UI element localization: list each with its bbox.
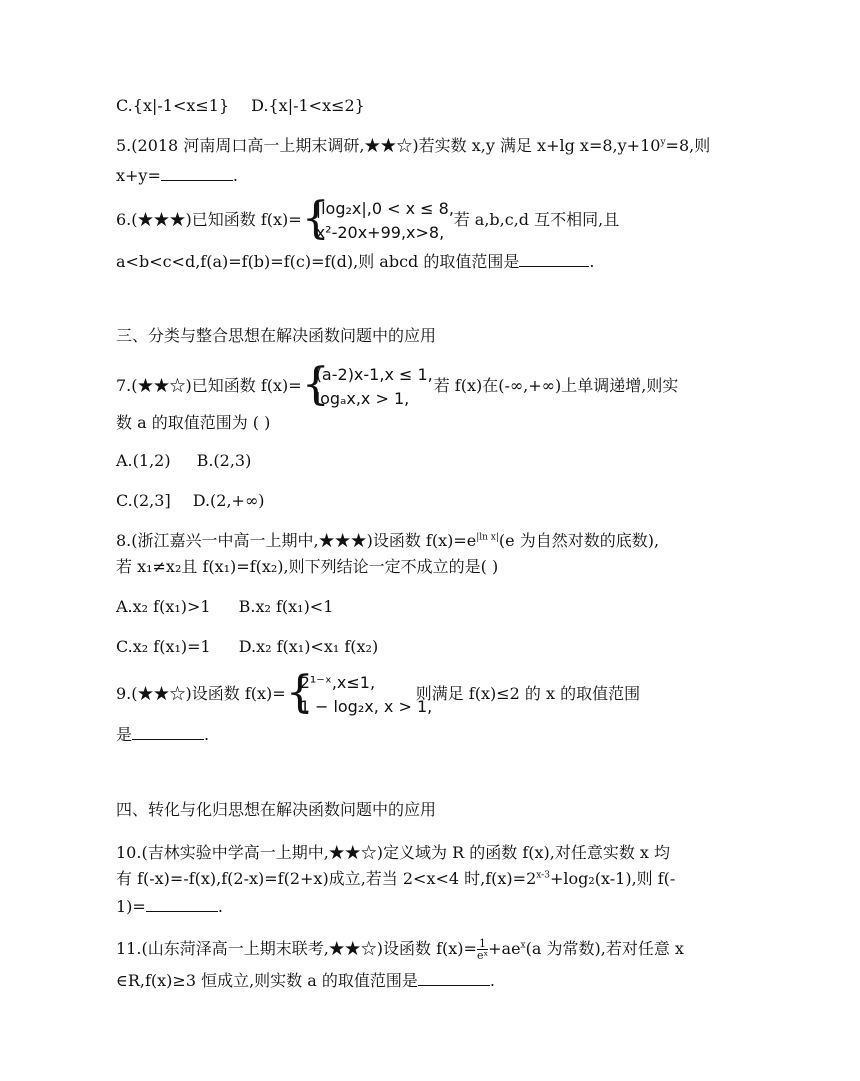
q10-line2: 有 f(-x)=-f(x),f(2-x)=f(2+x)成立,若当 2<x<4 时$,f(x)=2^{x-3}+\log_2(x-1)$,则 f(- — [116, 869, 676, 888]
section-3-heading: 三、分类与整合思想在解决函数问题中的应用 — [116, 326, 437, 345]
answer-blank[interactable] — [519, 250, 589, 267]
q6-line2: a<b<c<d,f(a)=f(b)=f(c)=f(d),则 abcd 的取值范围是 . — [116, 252, 595, 271]
q10-line3: 1)= . — [116, 897, 223, 916]
q9-line2: 是 . — [116, 725, 210, 744]
brace-icon: { — [301, 192, 330, 244]
q8-line2: 若 x₁≠x₂且 f(x₁)=f(x₂),则下列结论一定不成立的是( ) — [116, 557, 499, 576]
q8-options-cd — [116, 637, 378, 657]
q8-options-ab — [116, 597, 333, 617]
q7-option-d: D.(2,+∞) — [192, 491, 265, 510]
q4-option-c: C.{x|-1<x≤1} — [116, 96, 230, 115]
q8-line1: 8.(浙江嘉兴一中高一上期中,★★★)设函数 $f(x)=e^{|ln x|}(e$ 为自然对数的底数), — [116, 531, 660, 550]
q11-line1: 11.(山东菏泽高一上期末联考,★★☆)设函数 f(x)= $\frac{1}{\text{eˣ}}$ $+ae^x(a$ 为常数),若对任意 x — [116, 937, 684, 962]
q7-options-ab — [116, 451, 251, 471]
answer-blank[interactable] — [132, 723, 204, 740]
answer-blank[interactable] — [161, 164, 233, 181]
q8-option-c: C.x₂ f(x₁)=1 — [116, 637, 211, 656]
q8-option-a: A.x₂ f(x₁)>1 — [116, 597, 211, 616]
piecewise-function: { |log₂x|,0 < x ≤ 8, x²-20x+99,x>8, — [301, 192, 454, 244]
q5-line1: 5.(2018 河南周口高一上期末调研,★★☆)若实数 x,y 满足 x+lg $x=8,y+10^y=8$,则 — [116, 136, 711, 155]
q7-options-cd — [116, 491, 265, 511]
brace-icon: { — [285, 666, 314, 718]
section-4-heading: 四、转化与化归思想在解决函数问题中的应用 — [116, 800, 437, 819]
q7-option-b: B.(2,3) — [196, 451, 252, 470]
q10-line1: 10.(吉林实验中学高一上期中,★★☆)定义域为 R 的函数 f(x),对任意实数 x 均 — [116, 843, 671, 862]
piecewise-function: { 2¹⁻ˣ,x≤1, 1 − log₂x, x > 1, — [285, 666, 433, 718]
fraction: $\frac{1}{\text{eˣ}}$ — [476, 937, 489, 962]
q5-line2: x+y= . — [116, 166, 238, 185]
brace-icon: { — [301, 358, 330, 410]
q6-line1: 6.(★★★)已知函数 f(x)= { |log₂x|,0 < x ≤ 8, x²-20x+99,x>8, 若 a,b,c,d 互不相同,且 — [116, 192, 620, 244]
q7-line1: 7.(★★☆)已知函数 f(x)= { (a-2)x-1,x ≤ 1, logₐx,x > 1, 若 f(x)在(-∞,+∞)上单调递增,则实 — [116, 358, 679, 410]
q7-option-a: A.(1,2) — [116, 451, 171, 470]
answer-blank[interactable] — [146, 895, 218, 912]
q4-option-d: D.{x|-1<x≤2} — [251, 96, 365, 115]
q7-line2: 数 a 的取值范围为 ( ) — [116, 413, 271, 432]
answer-blank[interactable] — [418, 969, 490, 986]
piecewise-function: { (a-2)x-1,x ≤ 1, logₐx,x > 1, — [301, 358, 433, 410]
q8-option-d: D.x₂ f(x₁)<x₁ f(x₂) — [238, 637, 379, 656]
q8-option-b: B.x₂ f(x₁)<1 — [238, 597, 334, 616]
q7-option-c: C.(2,3] — [116, 491, 171, 510]
q9-line1: 9.(★★☆)设函数 f(x)= { 2¹⁻ˣ,x≤1, 1 − log₂x, x > 1, 则满足 f(x)≤2 的 x 的取值范围 — [116, 666, 641, 718]
q11-line2: ∈R,f(x)≥3 恒成立,则实数 a 的取值范围是 . — [116, 971, 495, 990]
q4-options — [116, 96, 365, 116]
